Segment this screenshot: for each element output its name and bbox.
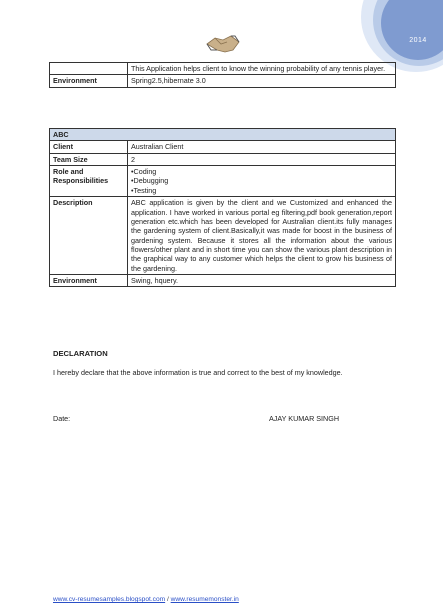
footer-separator: / (165, 596, 171, 603)
environment-label: Environment (50, 75, 128, 87)
description-value: ABC application is given by the client and we Customized and enhanced the application. I have worked in various portal eg filtering,pdf book generation,report generation etc.which has been developed for Australian client.its fully manages the gardening system of client.Basically,it was made for boost in the business of gardening system. Because it stores all the information about the various flowers/other plant and in short time you can show the various plant description in the graphical way to any customer which helps the client to grow his business of the gardening. (128, 197, 396, 275)
declaration-heading: DECLARATION (53, 349, 108, 358)
table-row (50, 197, 396, 275)
client-label: Client (50, 141, 128, 153)
table-row (50, 275, 396, 287)
list-item: • Coding (131, 167, 392, 176)
table-header-row (50, 129, 396, 141)
responsibilities-list (131, 167, 392, 195)
project-name: ABC (50, 129, 396, 141)
project-summary: This Application helps client to know the winning probability of any tennis player. (128, 63, 396, 75)
environment-value: Swing, hquery. (128, 275, 396, 287)
footer-link-resumemonster[interactable]: www.resumemonster.in (170, 596, 239, 603)
row-label (50, 63, 128, 75)
client-value: Australian Client (128, 141, 396, 153)
team-size-label: Team Size (50, 153, 128, 165)
table-row (50, 166, 396, 197)
environment-value: Spring2.5,hibernate 3.0 (128, 75, 396, 87)
project-table-1 (49, 62, 396, 88)
footer-link-blog[interactable]: www.cv-resumesamples.blogspot.com (53, 596, 166, 603)
description-label: Description (50, 197, 128, 275)
list-item: • Debugging (131, 176, 392, 185)
signatory-name: AJAY KUMAR SINGH (269, 414, 340, 423)
role-label: Role and Responsibilities (50, 166, 128, 197)
project-table-2 (49, 128, 396, 287)
table-row (50, 153, 396, 165)
table-row (50, 141, 396, 153)
date-label: Date: (53, 414, 71, 423)
logo-year: 2014 (409, 37, 427, 44)
team-size-value: 2 (128, 153, 396, 165)
environment-label: Environment (50, 275, 128, 287)
role-list-cell (128, 166, 396, 197)
list-item: • Testing (131, 186, 392, 195)
declaration-text: I hereby declare that the above information is true and correct to the best of my knowledge. (53, 368, 343, 377)
handshake-icon (205, 30, 241, 56)
footer-links (53, 596, 239, 603)
table-row (50, 63, 396, 75)
table-row (50, 75, 396, 87)
